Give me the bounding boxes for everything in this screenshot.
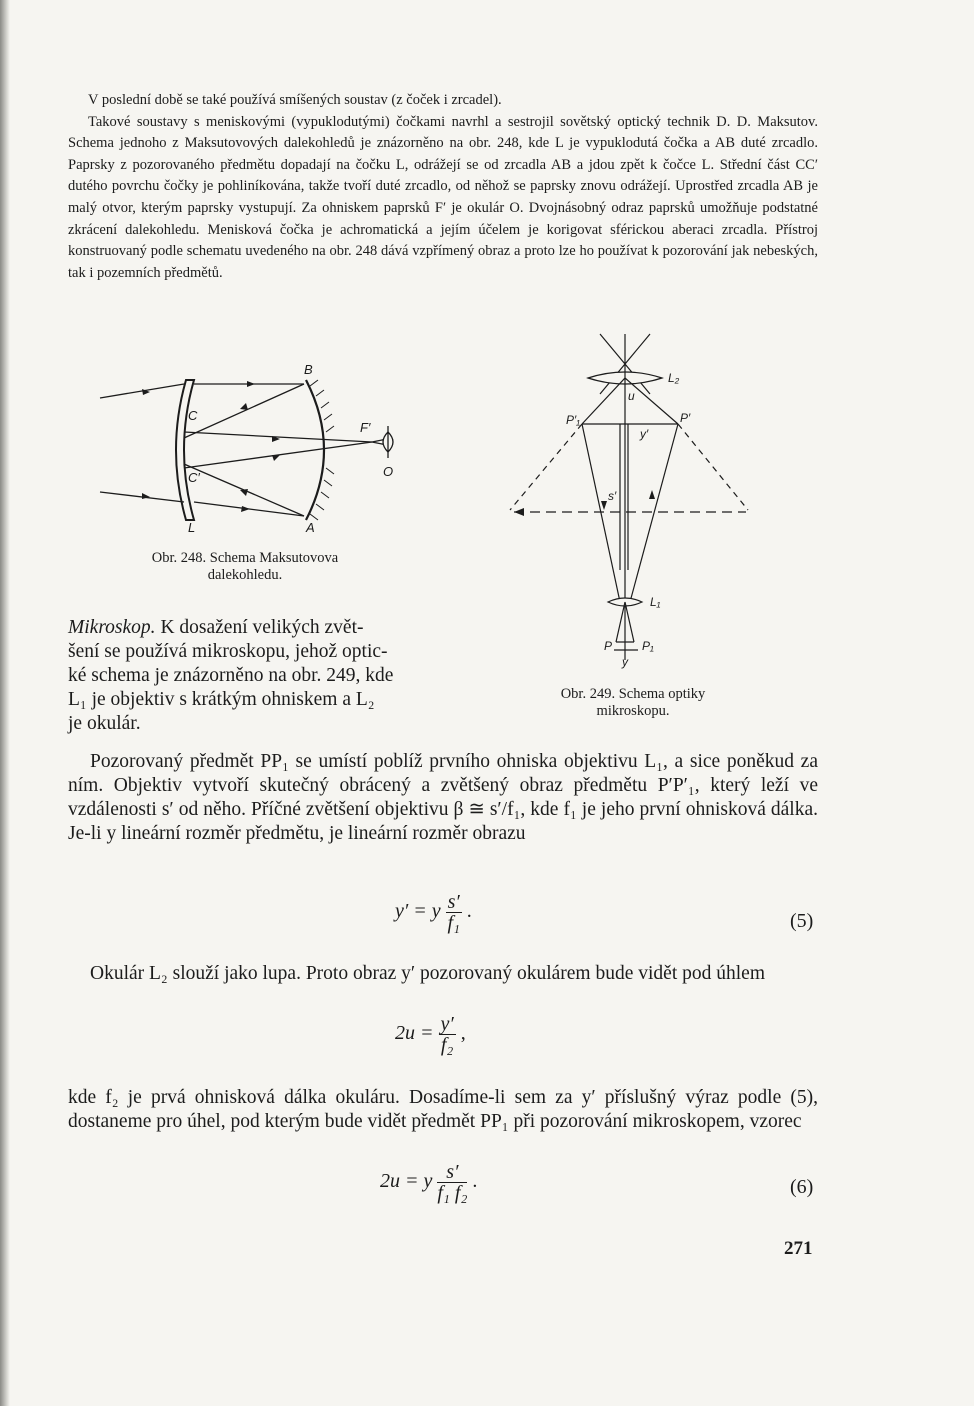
intro-line1: V poslední době se také používá smíšených soustav (z čoček i zrcadel). xyxy=(88,92,502,108)
equation-5-denominator: f₁ xyxy=(447,912,460,934)
paragraph-focal-length xyxy=(68,1086,818,1134)
equation-angle xyxy=(395,1014,466,1055)
paragraph-object-placement xyxy=(68,750,818,846)
mikroskop-line4: L₁ je objektiv s krátkým ohniskem a L₂ xyxy=(68,689,375,710)
page-edge-shadow xyxy=(0,0,10,1406)
figure-249-microscope-diagram xyxy=(500,330,760,670)
label-o: O xyxy=(383,464,394,479)
figure-249-caption xyxy=(528,686,738,720)
intro-text xyxy=(68,90,818,284)
mikroskop-line1: K dosažení velikých zvět- xyxy=(155,617,364,638)
label-c-prime: C′ xyxy=(188,470,200,485)
label-u: u xyxy=(628,389,635,403)
figure-249-caption-line2: mikroskopu. xyxy=(596,703,670,719)
label-y: y xyxy=(622,655,628,669)
equation-6-denominator: f₁ f₂ xyxy=(437,1182,468,1204)
label-p-prime: P′ xyxy=(680,411,691,425)
intro-paragraph: Takové soustavy s meniskovými (vypuklodutými) čočkami navrhl a sestrojil sovětský optický technik D. D. Maksutov. Schema jednoho z Maksutovových dalekohledů je znázorněno na obr. 248, kde L je vypuklodutá čočka a AB duté zrcadlo. Paprsky z pozorovaného předmětu dopadají na čočku L, odrážejí se od zrcadla AB a jdou zpět k čočce L. Střední část CC′ dutého povrchu čočky je pohliníkována, takže tvoří duté zrcadlo, od něhož se paprsky znovu odrážejí. Uprostřed zrcadla AB je malý otvor, kterým paprsky vystupují. Za ohniskem paprsků F′ je okulár O. Dvojnásobný odraz paprsků umožňuje podstatné zkrácení dalekohledu. Menisková čočka je achromatická a jejím účelem je korigovat sférickou aberaci zrcadla. Přístroj konstruovaný podle schematu uvedeného na obr. 248 dává vzpřímený obraz a proto lze ho používat k pozorování jak nebeských, tak i pozemních předmětů. xyxy=(68,113,818,281)
label-p: P xyxy=(604,639,613,653)
equation-5-tail: . xyxy=(466,900,472,923)
paragraph-object-placement-text: Pozorovaný předmět PP₁ se umístí poblíž prvního ohniska objektivu L₁, a sice poněkud za ním. Objektiv vytvoří skutečný obrácený a zvětšený obraz předmětu P′P′₁, který leží ve vzdálenosti s′ od něho. Příčné zvětšení objektivu β ≅ s′/f₁, kde f₁ je jeho první ohnisková dálka. Je-li y lineární rozměr předmětu, je lineární rozměr obrazu xyxy=(68,751,818,844)
mikroskop-line3: ké schema je znázorněno na obr. 249, kde xyxy=(68,665,394,686)
equation-6-number: (6) xyxy=(790,1176,814,1198)
label-p1: P₁ xyxy=(642,639,654,653)
equation-6-numerator: s′ xyxy=(437,1162,467,1183)
label-y-prime: y′ xyxy=(640,427,649,441)
mikroskop-line2: šení se používá mikroskopu, jehož optic- xyxy=(68,641,388,662)
equation-6-lhs: 2u = y xyxy=(380,1170,433,1193)
meniscus-lens xyxy=(176,380,194,520)
label-c: C xyxy=(188,408,198,423)
equation-angle-denominator: f₂ xyxy=(440,1034,454,1056)
figure-249-caption-line1: Obr. 249. Schema optiky xyxy=(560,686,706,702)
equation-angle-tail: , xyxy=(460,1022,466,1045)
figure-248-caption-line1: Obr. 248. Schema Maksutovova xyxy=(151,550,339,566)
mikroskop-line5: je okulár. xyxy=(68,713,141,734)
equation-angle-numerator: y′ xyxy=(440,1013,454,1035)
equation-6-tail: . xyxy=(472,1170,478,1193)
label-b: B xyxy=(304,362,313,377)
figure-248-maksutov-diagram xyxy=(90,360,420,540)
figure-248-caption xyxy=(100,550,390,584)
paragraph-eyepiece-text: Okulár L₂ slouží jako lupa. Proto obraz y′ pozorovaný okulárem bude vidět pod úhlem xyxy=(90,963,765,984)
equation-5-lhs: y′ = y xyxy=(395,900,441,923)
page-number: 271 xyxy=(784,1238,813,1259)
label-p1-prime: P′₁ xyxy=(566,413,581,427)
label-f-prime: F′ xyxy=(360,420,371,435)
equation-5 xyxy=(395,892,472,933)
label-a: A xyxy=(306,520,315,535)
label-l1: L₁ xyxy=(650,595,661,609)
equation-5-number: (5) xyxy=(790,910,814,932)
figure-248-caption-line2: dalekohledu. xyxy=(207,567,283,583)
equation-angle-lhs: 2u = xyxy=(395,1022,434,1045)
equation-5-numerator: s′ xyxy=(447,891,460,913)
label-l: L xyxy=(188,520,196,535)
paragraph-focal-length-text: kde f₂ je prvá ohnisková dálka okuláru. Dosadíme-li sem za y′ příslušný výraz podle (5), dostaneme pro úhel, pod kterým bude vidět předmět PP₁ při pozorování mikroskopem, vzorec xyxy=(68,1087,818,1132)
label-l2: L₂ xyxy=(668,371,680,385)
mikroskop-paragraph xyxy=(68,616,448,736)
label-s-prime: s′ xyxy=(608,489,617,503)
paragraph-eyepiece xyxy=(68,962,818,986)
mikroskop-heading: Mikroskop. xyxy=(68,617,156,638)
equation-6 xyxy=(380,1162,477,1203)
